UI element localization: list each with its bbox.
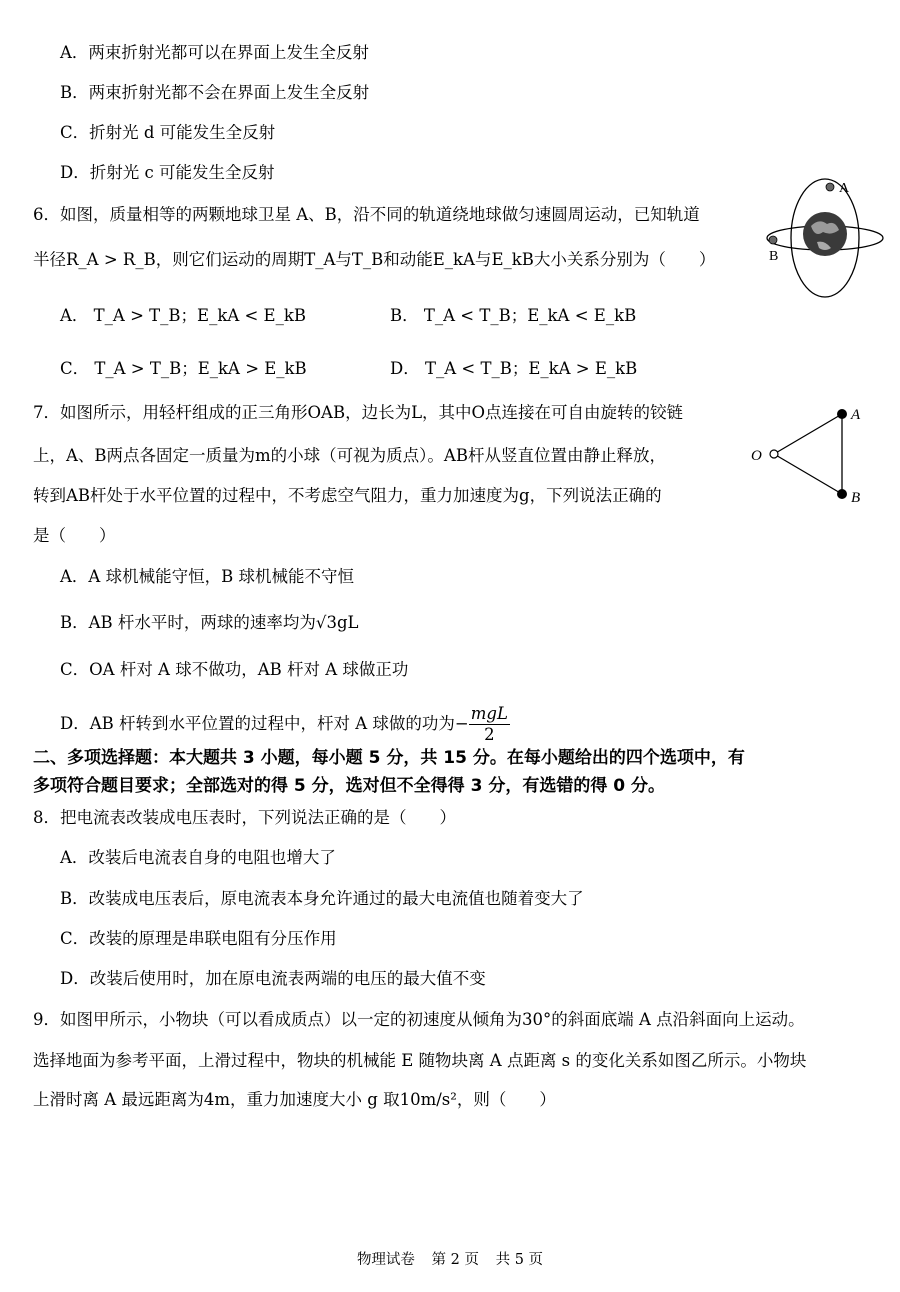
footer-total: 共 5 页	[495, 1252, 544, 1268]
q9-stem-line3: 上滑时离 A 最远距离为4m，重力加速度大小 g 取10m/s²，则（ ）	[33, 1090, 556, 1109]
q5-option-c: C．折射光 d 可能发生全反射	[60, 123, 276, 142]
page-footer	[0, 1248, 900, 1269]
q9-stem-line2: 选择地面为参考平面，上滑过程中，物块的机械能 E 随物块离 A 点距离 s 的变化关系如图乙所示。小物块	[33, 1051, 807, 1070]
q7-option-b: B．AB 杆水平时，两球的速率均为√3gL	[60, 613, 359, 632]
q5-option-a: A．两束折射光都可以在界面上发生全反射	[60, 43, 369, 62]
ball-a	[837, 409, 847, 419]
q7-option-a: A．A 球机械能守恒，B 球机械能不守恒	[60, 567, 354, 586]
label-b: B	[769, 249, 779, 264]
q6-option-c: C． T_A > T_B；E_kA > E_kB	[60, 359, 307, 378]
q8-stem: 8．把电流表改装成电压表时，下列说法正确的是（ ）	[33, 808, 456, 827]
q8-option-d: D．改装后使用时，加在原电流表两端的电压的最大值不变	[60, 969, 486, 988]
label-o: O	[751, 448, 762, 464]
satellite-orbit-figure	[765, 178, 865, 300]
q5-option-d: D．折射光 c 可能发生全反射	[60, 163, 275, 182]
q7-stem-line4: 是（ ）	[33, 526, 116, 545]
ball-b	[837, 489, 847, 499]
q6-option-a: A． T_A > T_B；E_kA < E_kB	[60, 306, 306, 325]
q6-option-d: D． T_A < T_B；E_kA > E_kB	[390, 359, 638, 378]
q7-stem-line2: 上，A、B两点各固定一质量为m的小球（可视为质点）。AB杆从竖直位置由静止释放，	[33, 446, 666, 465]
label-b: B	[851, 490, 861, 506]
q6-stem-line1: 6．如图，质量相等的两颗地球卫星 A、B，沿不同的轨道绕地球做匀速圆周运动，已知轨道	[33, 205, 700, 224]
footer-subject: 物理试卷	[356, 1252, 415, 1268]
q8-option-b: B．改装成电压表后，原电流表本身允许通过的最大电流值也随着变大了	[60, 889, 584, 908]
q7-stem-line3: 转到AB杆处于水平位置的过程中，不考虑空气阻力，重力加速度为g，下列说法正确的	[33, 486, 662, 505]
satellite-b	[769, 236, 777, 244]
section2-heading-line2: 多项符合题目要求；全部选对的得 5 分，选对但不全得得 3 分，有选错的得 0 分。	[33, 776, 665, 796]
q7-option-c: C．OA 杆对 A 球不做功，AB 杆对 A 球做正功	[60, 660, 409, 679]
satellite-a	[826, 183, 834, 191]
triangle-oab-figure	[750, 402, 870, 507]
q7-stem-line1: 7．如图所示，用轻杆组成的正三角形OAB，边长为L，其中O点连接在可自由旋转的铰链	[33, 403, 684, 422]
footer-page: 第 2 页	[431, 1252, 479, 1268]
q6-option-b: B． T_A < T_B；E_kA < E_kB	[390, 306, 637, 325]
q7-option-d: D．AB 杆转到水平位置的过程中，杆对 A 球做的功为− $\frac{\text{mgL}}{2}$	[60, 704, 508, 744]
q6-stem-line2: 半径R_A > R_B，则它们运动的周期T_A与T_B和动能E_kA与E_kB大小关系分别为（ ）	[33, 250, 716, 269]
q8-option-c: C．改装的原理是串联电阻有分压作用	[60, 929, 337, 948]
q9-stem-line1: 9．如图甲所示，小物块（可以看成质点）以一定的初速度从倾角为30°的斜面底端 A 点沿斜面向上运动。	[33, 1010, 805, 1029]
q8-option-a: A．改装后电流表自身的电阻也增大了	[60, 848, 336, 867]
hinge-o	[770, 450, 778, 458]
label-a: A	[851, 407, 861, 423]
q5-option-b: B．两束折射光都不会在界面上发生全反射	[60, 83, 370, 102]
section2-heading-line1: 二、多项选择题：本大题共 3 小题，每小题 5 分，共 15 分。在每小题给出的四个选项中，有	[33, 748, 745, 768]
work-fraction: $\frac{\text{mgL}}{2}$	[470, 704, 508, 744]
label-a: A	[839, 181, 850, 196]
